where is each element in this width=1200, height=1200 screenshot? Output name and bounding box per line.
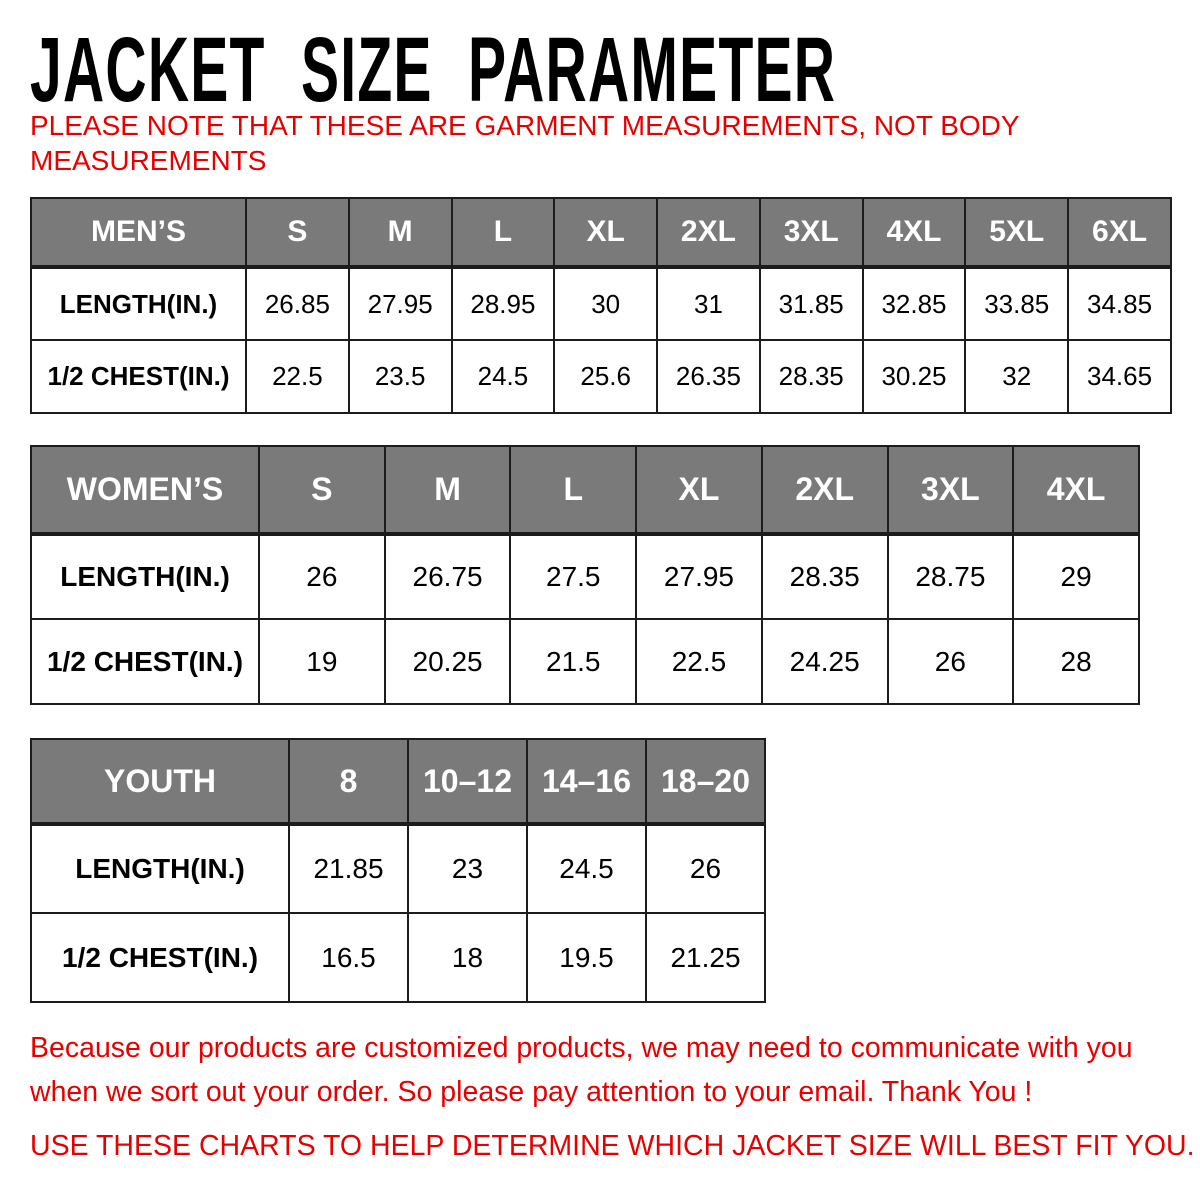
- size-column-header: 14–16: [527, 739, 646, 824]
- size-value-cell: 27.95: [636, 534, 762, 619]
- size-value-cell: 18: [408, 913, 527, 1002]
- size-value-cell: 26.75: [385, 534, 511, 619]
- row-label: LENGTH(IN.): [31, 824, 289, 913]
- size-value-cell: 28.35: [760, 340, 863, 413]
- size-column-header: L: [510, 446, 636, 534]
- size-value-cell: 16.5: [289, 913, 408, 1002]
- chart-usage-instruction: USE THESE CHARTS TO HELP DETERMINE WHICH JACKET SIZE WILL BEST FIT YOU.: [30, 1130, 1195, 1162]
- size-column-header: 4XL: [1013, 446, 1139, 534]
- womens-length-row: [31, 534, 1139, 619]
- size-value-cell: 28: [1013, 619, 1139, 704]
- size-column-header: XL: [554, 198, 657, 267]
- size-value-cell: 21.5: [510, 619, 636, 704]
- size-value-cell: 28.35: [762, 534, 888, 619]
- size-value-cell: 34.65: [1068, 340, 1171, 413]
- mens-length-row: [31, 267, 1171, 340]
- page-title: [30, 19, 1200, 121]
- note-line-1: PLEASE NOTE THAT THESE ARE GARMENT MEASUREMENTS, NOT BODY: [30, 110, 1020, 141]
- size-value-cell: 33.85: [965, 267, 1068, 340]
- size-column-header: XL: [636, 446, 762, 534]
- row-label: 1/2 CHEST(IN.): [31, 619, 259, 704]
- mens-chest-row: [31, 340, 1171, 413]
- youth-size-table: [30, 738, 766, 1003]
- size-value-cell: 24.5: [452, 340, 555, 413]
- size-value-cell: 21.85: [289, 824, 408, 913]
- size-value-cell: 22.5: [636, 619, 762, 704]
- row-label: LENGTH(IN.): [31, 534, 259, 619]
- size-value-cell: 26.85: [246, 267, 349, 340]
- customization-notice-line-1: Because our products are customized products, we may need to communicate with you: [30, 1032, 1133, 1064]
- size-column-header: 8: [289, 739, 408, 824]
- size-value-cell: 32: [965, 340, 1068, 413]
- youth-chest-row: [31, 913, 765, 1002]
- size-value-cell: 22.5: [246, 340, 349, 413]
- size-value-cell: 34.85: [1068, 267, 1171, 340]
- youth-table-title: YOUTH: [31, 739, 289, 824]
- size-value-cell: 23.5: [349, 340, 452, 413]
- size-value-cell: 27.5: [510, 534, 636, 619]
- size-value-cell: 31: [657, 267, 760, 340]
- size-value-cell: 26: [259, 534, 385, 619]
- womens-header-row: [31, 446, 1139, 534]
- size-value-cell: 21.25: [646, 913, 765, 1002]
- size-value-cell: 30.25: [863, 340, 966, 413]
- size-column-header: M: [349, 198, 452, 267]
- mens-header-row: [31, 198, 1171, 267]
- size-column-header: 4XL: [863, 198, 966, 267]
- row-label: 1/2 CHEST(IN.): [31, 340, 246, 413]
- size-value-cell: 32.85: [863, 267, 966, 340]
- size-column-header: S: [259, 446, 385, 534]
- womens-size-table: [30, 445, 1140, 705]
- garment-measurement-note: [30, 108, 1020, 178]
- size-value-cell: 24.25: [762, 619, 888, 704]
- page-title-text: JACKET SIZE PARAMETER: [30, 19, 837, 121]
- womens-chest-row: [31, 619, 1139, 704]
- size-value-cell: 20.25: [385, 619, 511, 704]
- size-value-cell: 24.5: [527, 824, 646, 913]
- womens-table-title: WOMEN’S: [31, 446, 259, 534]
- size-column-header: 10–12: [408, 739, 527, 824]
- size-value-cell: 28.95: [452, 267, 555, 340]
- size-value-cell: 30: [554, 267, 657, 340]
- row-label: 1/2 CHEST(IN.): [31, 913, 289, 1002]
- mens-size-table: [30, 197, 1172, 414]
- size-column-header: 5XL: [965, 198, 1068, 267]
- size-column-header: M: [385, 446, 511, 534]
- size-column-header: 2XL: [762, 446, 888, 534]
- size-column-header: 18–20: [646, 739, 765, 824]
- size-value-cell: 19: [259, 619, 385, 704]
- size-value-cell: 26: [646, 824, 765, 913]
- size-value-cell: 26: [888, 619, 1014, 704]
- size-column-header: 3XL: [760, 198, 863, 267]
- size-value-cell: 31.85: [760, 267, 863, 340]
- size-value-cell: 19.5: [527, 913, 646, 1002]
- size-value-cell: 25.6: [554, 340, 657, 413]
- size-value-cell: 27.95: [349, 267, 452, 340]
- customization-notice: [30, 1026, 1133, 1114]
- note-line-2: MEASUREMENTS: [30, 145, 267, 176]
- size-value-cell: 26.35: [657, 340, 760, 413]
- size-column-header: 2XL: [657, 198, 760, 267]
- size-column-header: L: [452, 198, 555, 267]
- youth-length-row: [31, 824, 765, 913]
- size-value-cell: 23: [408, 824, 527, 913]
- youth-header-row: [31, 739, 765, 824]
- row-label: LENGTH(IN.): [31, 267, 246, 340]
- customization-notice-line-2: when we sort out your order. So please pay attention to your email. Thank You !: [30, 1076, 1033, 1108]
- size-column-header: 3XL: [888, 446, 1014, 534]
- size-column-header: 6XL: [1068, 198, 1171, 267]
- size-value-cell: 28.75: [888, 534, 1014, 619]
- size-value-cell: 29: [1013, 534, 1139, 619]
- mens-table-title: MEN’S: [31, 198, 246, 267]
- size-column-header: S: [246, 198, 349, 267]
